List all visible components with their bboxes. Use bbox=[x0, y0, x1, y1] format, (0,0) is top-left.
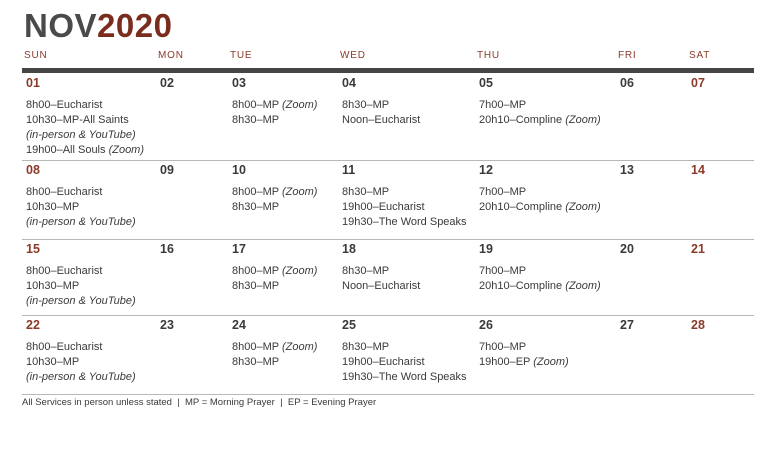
day-number: 11 bbox=[342, 163, 356, 177]
event-item: 7h00–MP bbox=[479, 99, 527, 111]
event-item: 8h30–MP bbox=[232, 201, 280, 213]
day-number: 07 bbox=[691, 76, 705, 90]
event-item: (in-person & YouTube) bbox=[26, 129, 136, 141]
week-divider bbox=[22, 394, 754, 395]
day-number: 05 bbox=[479, 76, 493, 90]
day-number: 28 bbox=[691, 318, 705, 332]
day-number: 04 bbox=[342, 76, 356, 90]
day-number: 21 bbox=[691, 242, 705, 256]
day-number: 16 bbox=[160, 242, 174, 256]
event-item: Noon–Eucharist bbox=[342, 114, 421, 126]
event-item: 19h30–The Word Speaks bbox=[342, 371, 467, 383]
day-number: 09 bbox=[160, 163, 174, 177]
event-item: 8h00–Eucharist bbox=[26, 99, 103, 111]
weekday-tue: TUE bbox=[230, 50, 253, 61]
weekday-sat: SAT bbox=[689, 50, 711, 61]
event-item: 8h00–MP (Zoom) bbox=[232, 265, 318, 277]
day-number: 10 bbox=[232, 163, 246, 177]
weekday-wed: WED bbox=[340, 50, 366, 61]
calendar-title bbox=[24, 6, 172, 46]
event-item: 7h00–MP bbox=[479, 341, 527, 353]
event-item: 8h00–Eucharist bbox=[26, 186, 103, 198]
event-item: 8h30–MP bbox=[232, 114, 280, 126]
day-number: 06 bbox=[620, 76, 634, 90]
event-item: 20h10–Compline (Zoom) bbox=[479, 201, 601, 213]
day-number: 03 bbox=[232, 76, 246, 90]
event-item: 7h00–MP bbox=[479, 265, 527, 277]
event-item: (in-person & YouTube) bbox=[26, 295, 136, 307]
week-divider bbox=[22, 239, 754, 240]
day-number: 27 bbox=[620, 318, 634, 332]
day-number: 17 bbox=[232, 242, 246, 256]
day-number: 02 bbox=[160, 76, 174, 90]
event-item: 8h30–MP bbox=[342, 186, 390, 198]
event-item: 8h00–MP (Zoom) bbox=[232, 186, 318, 198]
day-number: 20 bbox=[620, 242, 634, 256]
day-number: 08 bbox=[26, 163, 40, 177]
event-item: 19h00–EP (Zoom) bbox=[479, 356, 569, 368]
event-item: 20h10–Compline (Zoom) bbox=[479, 280, 601, 292]
event-item: 8h30–MP bbox=[232, 280, 280, 292]
day-number: 23 bbox=[160, 318, 174, 332]
day-number: 15 bbox=[26, 242, 40, 256]
event-item: 20h10–Compline (Zoom) bbox=[479, 114, 601, 126]
event-item: 19h00–Eucharist bbox=[342, 201, 425, 213]
footer-legend: All Services in person unless stated | MP = Morning Prayer | EP = Evening Prayer bbox=[22, 397, 377, 408]
event-item: 19h30–The Word Speaks bbox=[342, 216, 467, 228]
day-number: 12 bbox=[479, 163, 493, 177]
event-item: 7h00–MP bbox=[479, 186, 527, 198]
event-item: 10h30–MP bbox=[26, 201, 80, 213]
event-item: 8h30–MP bbox=[342, 265, 390, 277]
event-item: 8h00–MP (Zoom) bbox=[232, 341, 318, 353]
event-item: (in-person & YouTube) bbox=[26, 371, 136, 383]
weekday-mon: MON bbox=[158, 50, 184, 61]
event-item: Noon–Eucharist bbox=[342, 280, 421, 292]
header-divider bbox=[22, 68, 754, 73]
day-number: 26 bbox=[479, 318, 493, 332]
day-number: 14 bbox=[691, 163, 705, 177]
event-item: 8h00–Eucharist bbox=[26, 265, 103, 277]
day-number: 24 bbox=[232, 318, 246, 332]
day-number: 19 bbox=[479, 242, 493, 256]
event-item: 8h00–MP (Zoom) bbox=[232, 99, 318, 111]
weekday-sun: SUN bbox=[24, 50, 48, 61]
event-item: 10h30–MP bbox=[26, 356, 80, 368]
day-number: 25 bbox=[342, 318, 356, 332]
day-number: 13 bbox=[620, 163, 634, 177]
event-item: 8h30–MP bbox=[342, 341, 390, 353]
year-label: 2020 bbox=[97, 7, 173, 44]
event-item: 10h30–MP-All Saints bbox=[26, 114, 129, 126]
month-label: NOV bbox=[24, 7, 98, 44]
day-number: 22 bbox=[26, 318, 40, 332]
day-number: 18 bbox=[342, 242, 356, 256]
week-divider bbox=[22, 315, 754, 316]
event-item: 19h00–Eucharist bbox=[342, 356, 425, 368]
weekday-thu: THU bbox=[477, 50, 500, 61]
day-number: 01 bbox=[26, 76, 40, 90]
week-divider bbox=[22, 160, 754, 161]
event-item: 10h30–MP bbox=[26, 280, 80, 292]
event-item: 19h00–All Souls (Zoom) bbox=[26, 144, 145, 156]
event-item: (in-person & YouTube) bbox=[26, 216, 136, 228]
event-item: 8h00–Eucharist bbox=[26, 341, 103, 353]
weekday-fri: FRI bbox=[618, 50, 637, 61]
event-item: 8h30–MP bbox=[342, 99, 390, 111]
event-item: 8h30–MP bbox=[232, 356, 280, 368]
